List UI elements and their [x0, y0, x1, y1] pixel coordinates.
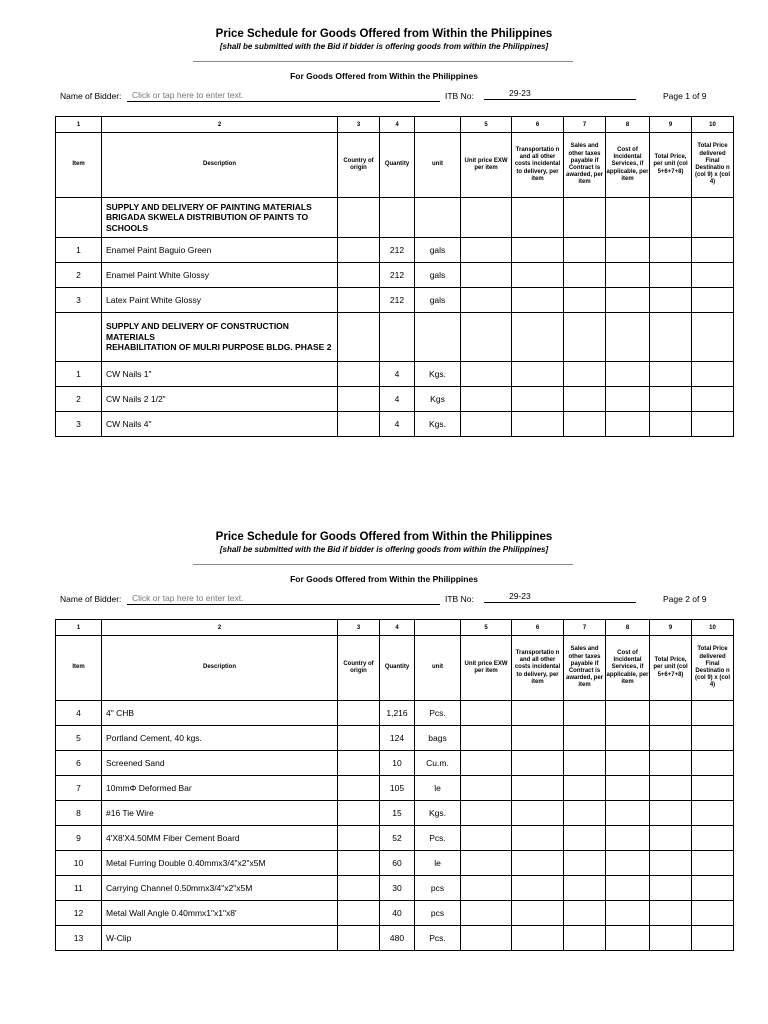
item-number: [56, 198, 102, 238]
item-description: Latex Paint White Glossy: [102, 288, 338, 313]
sales-tax-cell[interactable]: [564, 362, 606, 387]
item-description: Carrying Channel 0.50mmx3/4"x2"x5M: [102, 876, 338, 901]
country-of-origin-cell[interactable]: [338, 776, 380, 801]
header-transport: Transportatio n and all other costs incidental to delivery, per item: [512, 636, 564, 701]
quantity-cell: 4: [380, 362, 415, 387]
total-delivered-cell[interactable]: [692, 288, 734, 313]
total-delivered-cell[interactable]: [692, 313, 734, 362]
total-price-cell[interactable]: [650, 362, 692, 387]
quantity-cell: 105: [380, 776, 415, 801]
header-item: Item: [56, 133, 102, 198]
itb-label: ITB No:: [445, 91, 474, 101]
total-price-cell[interactable]: [650, 876, 692, 901]
header-quantity: Quantity: [380, 133, 415, 198]
incidental-cost-cell[interactable]: [606, 263, 650, 288]
incidental-cost-cell[interactable]: [606, 926, 650, 951]
column-number-cell: 9: [650, 620, 692, 636]
incidental-cost-cell[interactable]: [606, 313, 650, 362]
total-delivered-cell[interactable]: [692, 701, 734, 726]
price-schedule-table: [55, 116, 734, 437]
item-number: 1: [56, 362, 102, 387]
header-sales: Sales and other taxes payable if Contract is awarded, per item: [564, 636, 606, 701]
item-number: 7: [56, 776, 102, 801]
unit-cell: [415, 198, 461, 238]
quantity-cell: 52: [380, 826, 415, 851]
unit-cell: gals: [415, 238, 461, 263]
unit-cell: pcs: [415, 876, 461, 901]
sales-tax-cell[interactable]: [564, 776, 606, 801]
table-row: [56, 826, 734, 851]
total-delivered-cell[interactable]: [692, 851, 734, 876]
item-description: Enamel Paint White Glossy: [102, 263, 338, 288]
unit-cell: [415, 313, 461, 362]
quantity-cell: 124: [380, 726, 415, 751]
country-of-origin-cell[interactable]: [338, 412, 380, 437]
quantity-cell: 10: [380, 751, 415, 776]
unit-price-cell[interactable]: [461, 701, 512, 726]
item-number: 8: [56, 801, 102, 826]
total-delivered-cell[interactable]: [692, 826, 734, 851]
itb-number-field[interactable]: 29-23: [484, 591, 636, 603]
country-of-origin-cell[interactable]: [338, 801, 380, 826]
total-delivered-cell[interactable]: [692, 726, 734, 751]
transport-cost-cell[interactable]: [512, 726, 564, 751]
sales-tax-cell[interactable]: [564, 412, 606, 437]
item-description: 4'X8'X4.50MM Fiber Cement Board: [102, 826, 338, 851]
transport-cost-cell[interactable]: [512, 751, 564, 776]
sales-tax-cell[interactable]: [564, 751, 606, 776]
item-number: 13: [56, 926, 102, 951]
column-number-cell: 1: [56, 620, 102, 636]
total-delivered-cell[interactable]: [692, 412, 734, 437]
item-number: 1: [56, 238, 102, 263]
total-price-cell[interactable]: [650, 926, 692, 951]
quantity-cell: 212: [380, 288, 415, 313]
table-row: [56, 926, 734, 951]
quantity-cell: 15: [380, 801, 415, 826]
page-subtitle: [shall be submitted with the Bid if bidder is offering goods from within the Philippines]: [219, 545, 549, 554]
header-sales: Sales and other taxes payable if Contract is awarded, per item: [564, 133, 606, 198]
unit-price-cell[interactable]: [461, 238, 512, 263]
country-of-origin-cell[interactable]: [338, 851, 380, 876]
total-delivered-cell[interactable]: [692, 926, 734, 951]
country-of-origin-cell[interactable]: [338, 901, 380, 926]
quantity-cell: 60: [380, 851, 415, 876]
item-description: W-Clip: [102, 926, 338, 951]
unit-price-cell[interactable]: [461, 412, 512, 437]
country-of-origin-cell[interactable]: [338, 726, 380, 751]
transport-cost-cell[interactable]: [512, 412, 564, 437]
item-description: CW Nails 4": [102, 412, 338, 437]
column-number-cell: 3: [338, 117, 380, 133]
column-number-cell: 7: [564, 117, 606, 133]
item-number: 12: [56, 901, 102, 926]
unit-price-cell[interactable]: [461, 826, 512, 851]
table-row: [56, 238, 734, 263]
unit-cell: Pcs.: [415, 701, 461, 726]
unit-cell: Cu.m.: [415, 751, 461, 776]
total-price-cell[interactable]: [650, 901, 692, 926]
total-delivered-cell[interactable]: [692, 776, 734, 801]
header-incidental: Cost of Incidental Services, if applicable, per item: [606, 636, 650, 701]
unit-price-cell[interactable]: [461, 751, 512, 776]
table-row: [56, 776, 734, 801]
transport-cost-cell[interactable]: [512, 313, 564, 362]
table-row: [56, 901, 734, 926]
country-of-origin-cell[interactable]: [338, 926, 380, 951]
quantity-cell: 1,216: [380, 701, 415, 726]
incidental-cost-cell[interactable]: [606, 412, 650, 437]
item-number: 2: [56, 263, 102, 288]
total-delivered-cell[interactable]: [692, 263, 734, 288]
item-number: 11: [56, 876, 102, 901]
unit-price-cell[interactable]: [461, 362, 512, 387]
unit-price-cell[interactable]: [461, 387, 512, 412]
country-of-origin-cell[interactable]: [338, 826, 380, 851]
incidental-cost-cell[interactable]: [606, 387, 650, 412]
item-number: 3: [56, 288, 102, 313]
country-of-origin-cell[interactable]: [338, 313, 380, 362]
unit-cell: Kgs.: [415, 412, 461, 437]
sales-tax-cell[interactable]: [564, 387, 606, 412]
country-of-origin-cell[interactable]: [338, 751, 380, 776]
column-number-row: [56, 620, 734, 636]
incidental-cost-cell[interactable]: [606, 701, 650, 726]
page-title: Price Schedule for Goods Offered from Within the Philippines: [215, 531, 553, 543]
item-description: Metal Furring Double 0.40mmx3/4"x2"x5M: [102, 851, 338, 876]
incidental-cost-cell[interactable]: [606, 876, 650, 901]
table-row: [56, 701, 734, 726]
country-of-origin-cell[interactable]: [338, 288, 380, 313]
item-number: 4: [56, 701, 102, 726]
item-description: Screened Sand: [102, 751, 338, 776]
column-number-cell: 5: [461, 620, 512, 636]
sales-tax-cell[interactable]: [564, 701, 606, 726]
country-of-origin-cell[interactable]: [338, 876, 380, 901]
header-row: [56, 133, 734, 198]
quantity-cell: [380, 198, 415, 238]
item-number: [56, 313, 102, 362]
header-description: Description: [102, 636, 338, 701]
total-price-cell[interactable]: [650, 776, 692, 801]
column-number-cell: 5: [461, 117, 512, 133]
unit-price-cell[interactable]: [461, 726, 512, 751]
header-incidental: Cost of Incidental Services, if applicable, per item: [606, 133, 650, 198]
column-number-cell: 8: [606, 117, 650, 133]
transport-cost-cell[interactable]: [512, 263, 564, 288]
unit-price-cell[interactable]: [461, 876, 512, 901]
incidental-cost-cell[interactable]: [606, 362, 650, 387]
sales-tax-cell[interactable]: [564, 926, 606, 951]
total-price-cell[interactable]: [650, 263, 692, 288]
total-delivered-cell[interactable]: [692, 362, 734, 387]
total-delivered-cell[interactable]: [692, 387, 734, 412]
unit-cell: pcs: [415, 901, 461, 926]
country-of-origin-cell[interactable]: [338, 198, 380, 238]
sales-tax-cell[interactable]: [564, 313, 606, 362]
item-description: 4" CHB: [102, 701, 338, 726]
total-price-cell[interactable]: [650, 412, 692, 437]
unit-cell: gals: [415, 263, 461, 288]
total-price-cell[interactable]: [650, 313, 692, 362]
incidental-cost-cell[interactable]: [606, 801, 650, 826]
incidental-cost-cell[interactable]: [606, 776, 650, 801]
transport-cost-cell[interactable]: [512, 238, 564, 263]
total-price-cell[interactable]: [650, 851, 692, 876]
item-description: SUPPLY AND DELIVERY OF PAINTING MATERIALS BRIGADA SKWELA DISTRIBUTION OF PAINTS TO SCHOOLS: [102, 198, 338, 238]
header-transport: Transportatio n and all other costs incidental to delivery, per item: [512, 133, 564, 198]
itb-label: ITB No:: [445, 594, 474, 604]
for-goods-heading: For Goods Offered from Within the Philippines: [290, 71, 478, 81]
header-unit-price: Unit price EXW per item: [461, 133, 512, 198]
item-description: SUPPLY AND DELIVERY OF CONSTRUCTION MATERIALS REHABILITATION OF MULRI PURPOSE BLDG. PHASE 2: [102, 313, 338, 362]
item-description: CW Nails 1": [102, 362, 338, 387]
total-price-cell[interactable]: [650, 387, 692, 412]
transport-cost-cell[interactable]: [512, 826, 564, 851]
unit-price-cell[interactable]: [461, 801, 512, 826]
column-number-cell: 10: [692, 620, 734, 636]
country-of-origin-cell[interactable]: [338, 362, 380, 387]
column-number-cell: 9: [650, 117, 692, 133]
total-delivered-cell[interactable]: [692, 751, 734, 776]
incidental-cost-cell[interactable]: [606, 288, 650, 313]
quantity-cell: 4: [380, 412, 415, 437]
item-number: 2: [56, 387, 102, 412]
bidder-label: Name of Bidder:: [60, 91, 122, 101]
unit-price-cell[interactable]: [461, 926, 512, 951]
unit-cell: bags: [415, 726, 461, 751]
total-price-cell[interactable]: [650, 826, 692, 851]
itb-number-field[interactable]: 29-23: [484, 88, 636, 100]
transport-cost-cell[interactable]: [512, 198, 564, 238]
unit-price-cell[interactable]: [461, 263, 512, 288]
item-description: 10mmΦ Deformed Bar: [102, 776, 338, 801]
header-total-price: Total Price, per unit (col 5+6+7+8): [650, 133, 692, 198]
incidental-cost-cell[interactable]: [606, 238, 650, 263]
transport-cost-cell[interactable]: [512, 387, 564, 412]
incidental-cost-cell[interactable]: [606, 901, 650, 926]
unit-cell: le: [415, 851, 461, 876]
country-of-origin-cell[interactable]: [338, 387, 380, 412]
table-row: [56, 412, 734, 437]
unit-price-cell[interactable]: [461, 901, 512, 926]
bidder-name-field[interactable]: Click or tap here to enter text.: [127, 90, 440, 102]
quantity-cell: 480: [380, 926, 415, 951]
column-number-cell: 4: [380, 620, 415, 636]
item-number: 9: [56, 826, 102, 851]
unit-price-cell[interactable]: [461, 198, 512, 238]
transport-cost-cell[interactable]: [512, 876, 564, 901]
unit-price-cell[interactable]: [461, 313, 512, 362]
transport-cost-cell[interactable]: [512, 362, 564, 387]
unit-cell: Kgs: [415, 387, 461, 412]
divider: [193, 61, 573, 62]
item-description: Enamel Paint Baguio Green: [102, 238, 338, 263]
sales-tax-cell[interactable]: [564, 901, 606, 926]
quantity-cell: 4: [380, 387, 415, 412]
transport-cost-cell[interactable]: [512, 288, 564, 313]
sales-tax-cell[interactable]: [564, 826, 606, 851]
quantity-cell: 212: [380, 263, 415, 288]
transport-cost-cell[interactable]: [512, 901, 564, 926]
section-row: [56, 313, 734, 362]
incidental-cost-cell[interactable]: [606, 851, 650, 876]
total-price-cell[interactable]: [650, 751, 692, 776]
table-row: [56, 362, 734, 387]
header-row: [56, 636, 734, 701]
for-goods-heading: For Goods Offered from Within the Philippines: [290, 574, 478, 584]
column-number-cell: 4: [380, 117, 415, 133]
item-description: Portland Cement, 40 kgs.: [102, 726, 338, 751]
sales-tax-cell[interactable]: [564, 876, 606, 901]
page-number: Page 2 of 9: [663, 594, 707, 604]
column-number-cell: 8: [606, 620, 650, 636]
transport-cost-cell[interactable]: [512, 801, 564, 826]
column-number-cell: [415, 620, 461, 636]
quantity-cell: 30: [380, 876, 415, 901]
column-number-row: [56, 117, 734, 133]
transport-cost-cell[interactable]: [512, 851, 564, 876]
page-subtitle: [shall be submitted with the Bid if bidder is offering goods from within the Philippines]: [219, 42, 549, 51]
section-row: [56, 198, 734, 238]
sales-tax-cell[interactable]: [564, 726, 606, 751]
total-price-cell[interactable]: [650, 288, 692, 313]
table-row: [56, 726, 734, 751]
unit-cell: Pcs.: [415, 926, 461, 951]
item-number: 3: [56, 412, 102, 437]
header-total-delivered: Total Price delivered Final Destinatio n (col 9) x (col 4): [692, 133, 734, 198]
column-number-cell: 2: [102, 620, 338, 636]
transport-cost-cell[interactable]: [512, 701, 564, 726]
incidental-cost-cell[interactable]: [606, 726, 650, 751]
price-schedule-table: [55, 619, 734, 951]
country-of-origin-cell[interactable]: [338, 263, 380, 288]
transport-cost-cell[interactable]: [512, 926, 564, 951]
item-number: 5: [56, 726, 102, 751]
column-number-cell: 6: [512, 117, 564, 133]
table-row: [56, 876, 734, 901]
unit-price-cell[interactable]: [461, 288, 512, 313]
header-country: Country of origin: [338, 133, 380, 198]
unit-cell: le: [415, 776, 461, 801]
total-delivered-cell[interactable]: [692, 238, 734, 263]
item-description: Metal Wall Angle 0.40mmx1"x1"x8': [102, 901, 338, 926]
sales-tax-cell[interactable]: [564, 198, 606, 238]
total-delivered-cell[interactable]: [692, 876, 734, 901]
total-delivered-cell[interactable]: [692, 801, 734, 826]
page-number: Page 1 of 9: [663, 91, 707, 101]
total-delivered-cell[interactable]: [692, 901, 734, 926]
quantity-cell: [380, 313, 415, 362]
incidental-cost-cell[interactable]: [606, 198, 650, 238]
unit-cell: Kgs.: [415, 362, 461, 387]
table-row: [56, 263, 734, 288]
unit-cell: Kgs.: [415, 801, 461, 826]
table-row: [56, 851, 734, 876]
column-number-cell: 3: [338, 620, 380, 636]
item-description: CW Nails 2 1/2": [102, 387, 338, 412]
sales-tax-cell[interactable]: [564, 238, 606, 263]
total-price-cell[interactable]: [650, 701, 692, 726]
unit-price-cell[interactable]: [461, 851, 512, 876]
total-price-cell[interactable]: [650, 801, 692, 826]
item-number: 10: [56, 851, 102, 876]
page-title: Price Schedule for Goods Offered from Within the Philippines: [215, 28, 553, 40]
bidder-name-field[interactable]: Click or tap here to enter text.: [127, 593, 440, 605]
column-number-cell: 7: [564, 620, 606, 636]
table-row: [56, 387, 734, 412]
divider: [193, 564, 573, 565]
quantity-cell: 212: [380, 238, 415, 263]
total-price-cell[interactable]: [650, 238, 692, 263]
sales-tax-cell[interactable]: [564, 801, 606, 826]
header-total-delivered: Total Price delivered Final Destinatio n (col 9) x (col 4): [692, 636, 734, 701]
header-unit: unit: [415, 636, 461, 701]
quantity-cell: 40: [380, 901, 415, 926]
country-of-origin-cell[interactable]: [338, 701, 380, 726]
unit-cell: gals: [415, 288, 461, 313]
item-description: #16 Tie Wire: [102, 801, 338, 826]
column-number-cell: 6: [512, 620, 564, 636]
table-row: [56, 288, 734, 313]
table-row: [56, 751, 734, 776]
transport-cost-cell[interactable]: [512, 776, 564, 801]
column-number-cell: 1: [56, 117, 102, 133]
header-total-price: Total Price, per unit (col 5+6+7+8): [650, 636, 692, 701]
header-quantity: Quantity: [380, 636, 415, 701]
total-price-cell[interactable]: [650, 198, 692, 238]
sales-tax-cell[interactable]: [564, 851, 606, 876]
total-delivered-cell[interactable]: [692, 198, 734, 238]
column-number-cell: 10: [692, 117, 734, 133]
sales-tax-cell[interactable]: [564, 288, 606, 313]
column-number-cell: 2: [102, 117, 338, 133]
unit-cell: Pcs.: [415, 826, 461, 851]
header-unit-price: Unit price EXW per item: [461, 636, 512, 701]
incidental-cost-cell[interactable]: [606, 751, 650, 776]
header-item: Item: [56, 636, 102, 701]
table-row: [56, 801, 734, 826]
header-country: Country of origin: [338, 636, 380, 701]
header-description: Description: [102, 133, 338, 198]
column-number-cell: [415, 117, 461, 133]
unit-price-cell[interactable]: [461, 776, 512, 801]
header-unit: unit: [415, 133, 461, 198]
item-number: 6: [56, 751, 102, 776]
country-of-origin-cell[interactable]: [338, 238, 380, 263]
total-price-cell[interactable]: [650, 726, 692, 751]
sales-tax-cell[interactable]: [564, 263, 606, 288]
bidder-label: Name of Bidder:: [60, 594, 122, 604]
incidental-cost-cell[interactable]: [606, 826, 650, 851]
